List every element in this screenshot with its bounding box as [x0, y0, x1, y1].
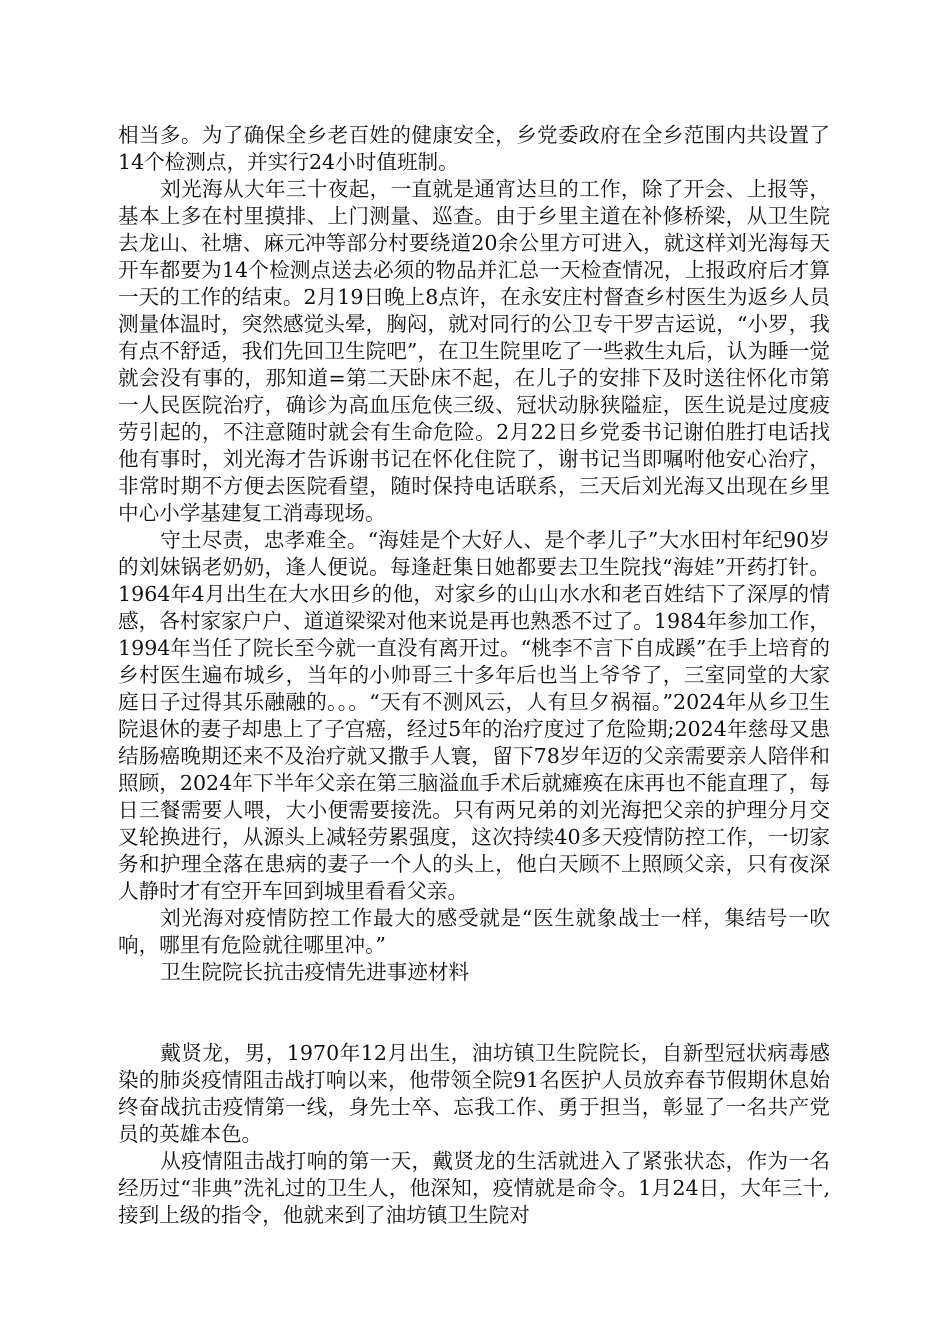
paragraph-5: 戴贤龙，男，1970年12月出生，油坊镇卫生院院长，自新型冠状病毒感染的肺炎疫情阻击战打响以来，他带领全院91名医护人员放弃春节假期休息始终奋战抗击疫情第一线，身先士卒、忘我工作、勇于担当，彰显了一名共产党员的英雄本色。	[118, 1041, 830, 1146]
paragraph-6: 从疫情阻击战打响的第一天，戴贤龙的生活就进入了紧张状态，作为一名经历过“非典”洗礼过的卫生人，他深知，疫情就是命令。1月24日，大年三十,接到上级的指令，他就来到了油坊镇卫生院对	[118, 1149, 830, 1227]
paragraph-1: 相当多。为了确保全乡老百姓的健康安全，乡党委政府在全乡范围内共设置了14个检测点，并实行24小时值班制。	[118, 123, 830, 174]
blank-line	[118, 986, 830, 1040]
document-body	[118, 122, 830, 1229]
paragraph-3: 守土尽责，忠孝难全。“海娃是个大好人、是个孝儿子”大水田村年纪90岁的刘妹锅老奶奶，逢人便说。每逢赶集日她都要去卫生院找“海娃”开药打针。1964年4月出生在大水田乡的他，对家乡的山山水水和老百姓结下了深厚的情感，各村家家户户、道道梁梁对他来说是再也熟悉不过了。1984年参加工作，1994年当任了院长至今就一直没有离开过。“桃李不言下自成蹊”在手上培育的乡村医生遍布城乡，当年的小帅哥三十多年后也当上爷爷了，三室同堂的大家庭日子过得其乐融融的。。。“天有不测风云，人有旦夕祸福。”2024年从乡卫生院退休的妻子却患上了子宫癌，经过5年的治疗度过了危险期;2024年慈母又患结肠癌晚期还来不及治疗就又撒手人寰，留下78岁年迈的父亲需要亲人陪伴和照顾，2024年下半年父亲在第三脑溢血手术后就瘫痪在床再也不能直理了，每日三餐需要人喂，大小便需要接洗。只有两兄弟的刘光海把父亲的护理分月交叉轮换进行，从源头上减轻劳累强度，这次持续40多天疫情防控工作，一切家务和护理全落在患病的妻子一个人的头上，他白天顾不上照顾父亲，只有夜深人静时才有空开车回到城里看看父亲。	[118, 528, 830, 903]
paragraph-2: 刘光海从大年三十夜起，一直就是通宵达旦的工作，除了开会、上报等，基本上多在村里摸排、上门测量、巡查。由于乡里主道在补修桥梁，从卫生院去龙山、社塘、麻元冲等部分村要绕道20余公里方可进入，就这样刘光海每天开车都要为14个检测点送去必须的物品并汇总一天检查情况，上报政府后才算一天的工作的结束。2月19日晚上8点许，在永安庄村督查乡村医生为返乡人员测量体温时，突然感觉头晕，胸闷，就对同行的公卫专干罗吉运说，“小罗，我有点不舒适，我们先回卫生院吧”，在卫生院里吃了一些救生丸后，认为睡一觉就会没有事的，那知道=第二天卧床不起，在儿子的安排下及时送往怀化市第一人民医院治疗，确诊为高血压危侠三级、冠状动脉狭隘症，医生说是过度疲劳引起的，不注意随时就会有生命危险。2月22日乡党委书记谢伯胜打电话找他有事时，刘光海才告诉谢书记在怀化住院了，谢书记当即嘱咐他安心治疗，非常时期不方便去医院看望，随时保持电话联系，三天后刘光海又出现在乡里中心小学基建复工消毒现场。	[118, 177, 830, 525]
paragraph-4: 刘光海对疫情防控工作最大的感受就是“医生就象战士一样，集结号一吹响，哪里有危险就往哪里冲。”	[118, 906, 830, 957]
section-title: 卫生院院长抗击疫情先进事迹材料	[160, 960, 470, 984]
